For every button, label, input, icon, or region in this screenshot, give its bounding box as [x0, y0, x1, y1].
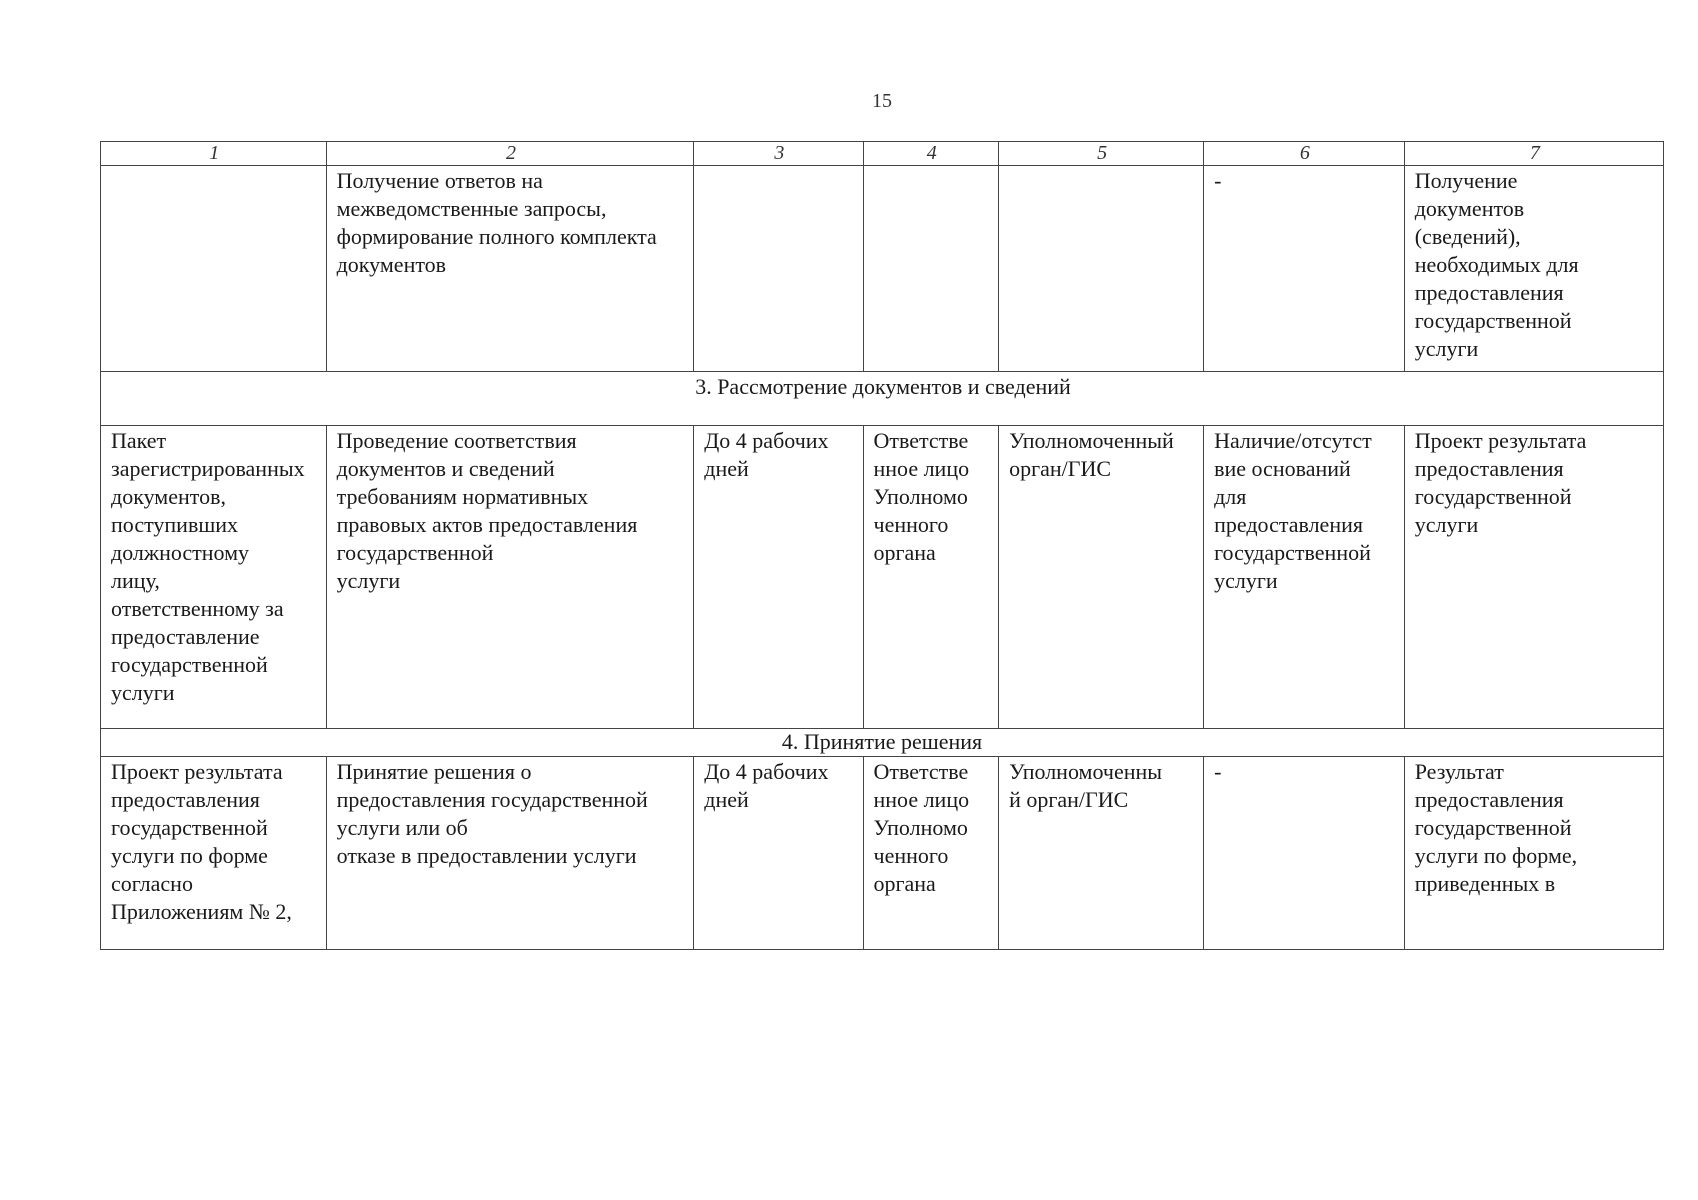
table-cell: -	[1204, 757, 1405, 950]
column-header: 3	[694, 142, 863, 166]
table-cell: Ответстве нное лицо Уполномо ченного органа	[863, 757, 999, 950]
column-header: 2	[326, 142, 694, 166]
column-header: 6	[1204, 142, 1405, 166]
table-cell: Пакет зарегистрированных документов, поступивших должностному лицу, ответственному за предоставление государственной услуги	[101, 426, 327, 729]
column-number-header-row	[101, 142, 1664, 166]
table-cell	[999, 166, 1204, 372]
table-cell: Результат предоставления государственной услуги по форме, приведенных в	[1404, 757, 1663, 950]
table-cell: Принятие решения о предоставления государственной услуги или об отказе в предоставлении услуги	[326, 757, 694, 950]
table-row	[101, 426, 1664, 729]
table-cell	[101, 166, 327, 372]
process-table	[100, 141, 1664, 950]
table-cell: До 4 рабочих дней	[694, 426, 863, 729]
column-header: 5	[999, 142, 1204, 166]
table-cell: -	[1204, 166, 1405, 372]
table-cell: Уполномоченный орган/ГИС	[999, 426, 1204, 729]
table-cell: Проект результата предоставления государственной услуги	[1404, 426, 1663, 729]
table-cell: Получение документов (сведений), необходимых для предоставления государственной услуги	[1404, 166, 1663, 372]
section-title: 3. Рассмотрение документов и сведений	[101, 372, 1664, 426]
section-row	[101, 372, 1664, 426]
table-cell: Получение ответов на межведомственные запросы, формирование полного комплекта документов	[326, 166, 694, 372]
table-row	[101, 757, 1664, 950]
table-cell	[694, 166, 863, 372]
table-cell: До 4 рабочих дней	[694, 757, 863, 950]
table-cell: Наличие/отсутст вие оснований для предоставления государственной услуги	[1204, 426, 1405, 729]
section-title: 4. Принятие решения	[101, 729, 1664, 757]
table-cell: Проведение соответствия документов и сведений требованиям нормативных правовых актов предоставления государственной услуги	[326, 426, 694, 729]
column-header: 4	[863, 142, 999, 166]
table-cell: Ответстве нное лицо Уполномо ченного органа	[863, 426, 999, 729]
table-cell	[863, 166, 999, 372]
column-header: 7	[1404, 142, 1663, 166]
section-row	[101, 729, 1664, 757]
table-cell: Проект результата предоставления государственной услуги по форме согласно Приложениям № 2,	[101, 757, 327, 950]
column-header: 1	[101, 142, 327, 166]
page-number: 15	[872, 90, 892, 112]
table-row	[101, 166, 1664, 372]
table-cell: Уполномоченны й орган/ГИС	[999, 757, 1204, 950]
